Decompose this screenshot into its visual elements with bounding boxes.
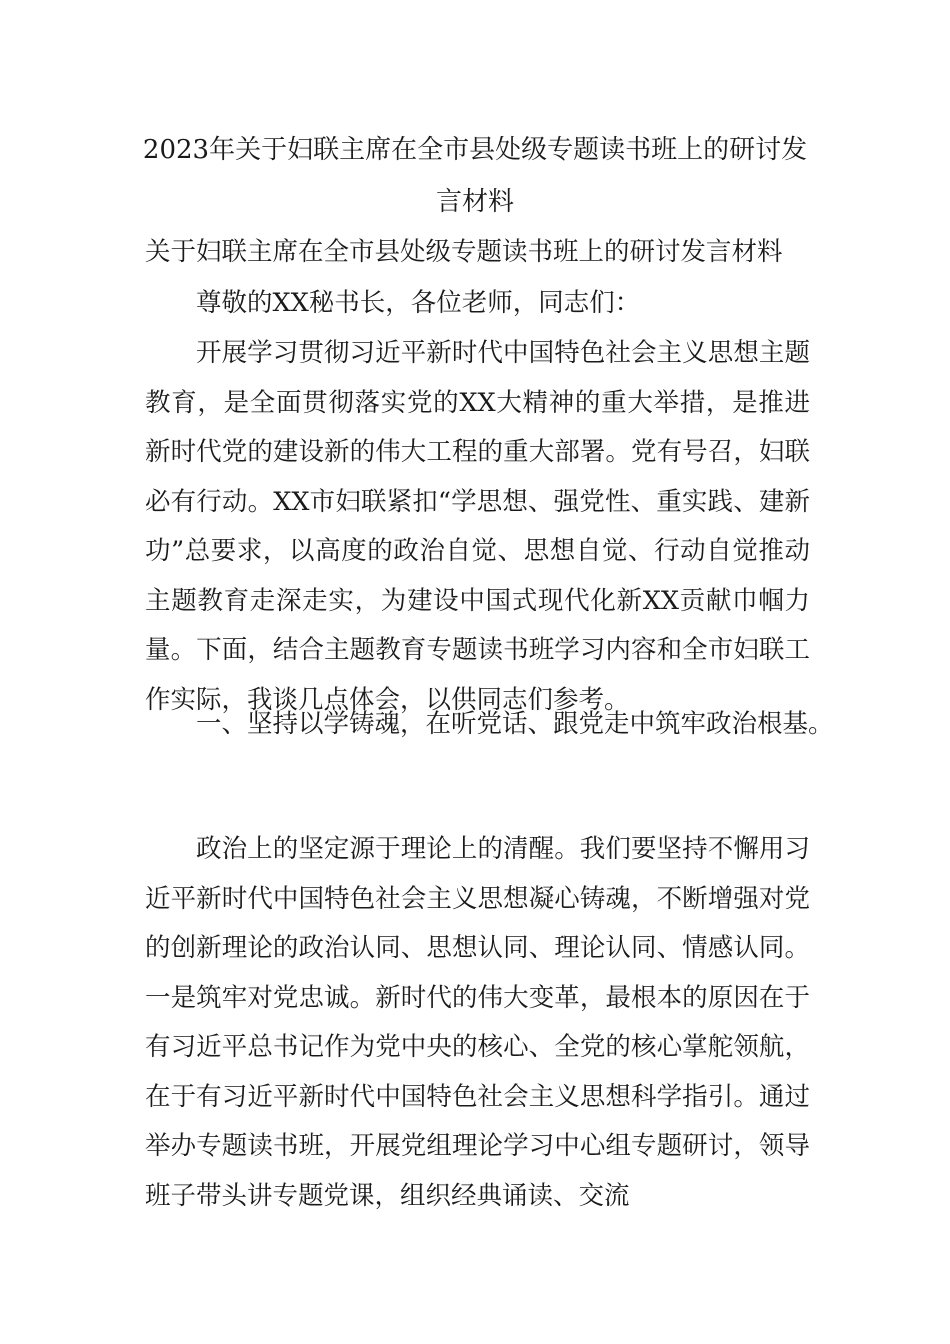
paragraph-introduction: 开展学习贯彻习近平新时代中国特色社会主义思想主题教育，是全面贯彻落实党的XX大精神的重大举措，是推进新时代党的建设新的伟大工程的重大部署。党有号召，妇联必有行动。XX市妇联紧扣“学思想、强党性、重实践、建新功”总要求，以高度的政治自觉、思想自觉、行动自觉推动主题教育走深走实，为建设中国式现代化新XX贡献巾帼力量。下面，结合主题教育专题读书班学习内容和全市妇联工作实际，我谈几点体会，以供同志们参考。	[145, 338, 810, 715]
section-heading-1: 一、坚持以学铸魂，在听党话、跟党走中筑牢政治根基。	[196, 709, 834, 739]
paragraph-section-1: 政治上的坚定源于理论上的清醒。我们要坚持不懈用习近平新时代中国特色社会主义思想凝心铸魂，不断增强对党的创新理论的政治认同、思想认同、理论认同、情感认同。一是筑牢对党忠诚。新时代的伟大变革，最根本的原因在于有习近平总书记作为党中央的核心、全党的核心掌舵领航，在于有习近平新时代中国特色社会主义思想科学指引。通过举办专题读书班，开展党组理论学习中心组专题研讨，领导班子带头讲专题党课，组织经典诵读、交流	[145, 834, 810, 1211]
document-title: 2023年关于妇联主席在全市县处级专题读书班上的研讨发言材料	[142, 135, 808, 217]
greeting: 尊敬的XX秘书长，各位老师，同志们：	[196, 288, 641, 318]
document-subtitle: 关于妇联主席在全市县处级专题读书班上的研讨发言材料	[145, 237, 783, 267]
